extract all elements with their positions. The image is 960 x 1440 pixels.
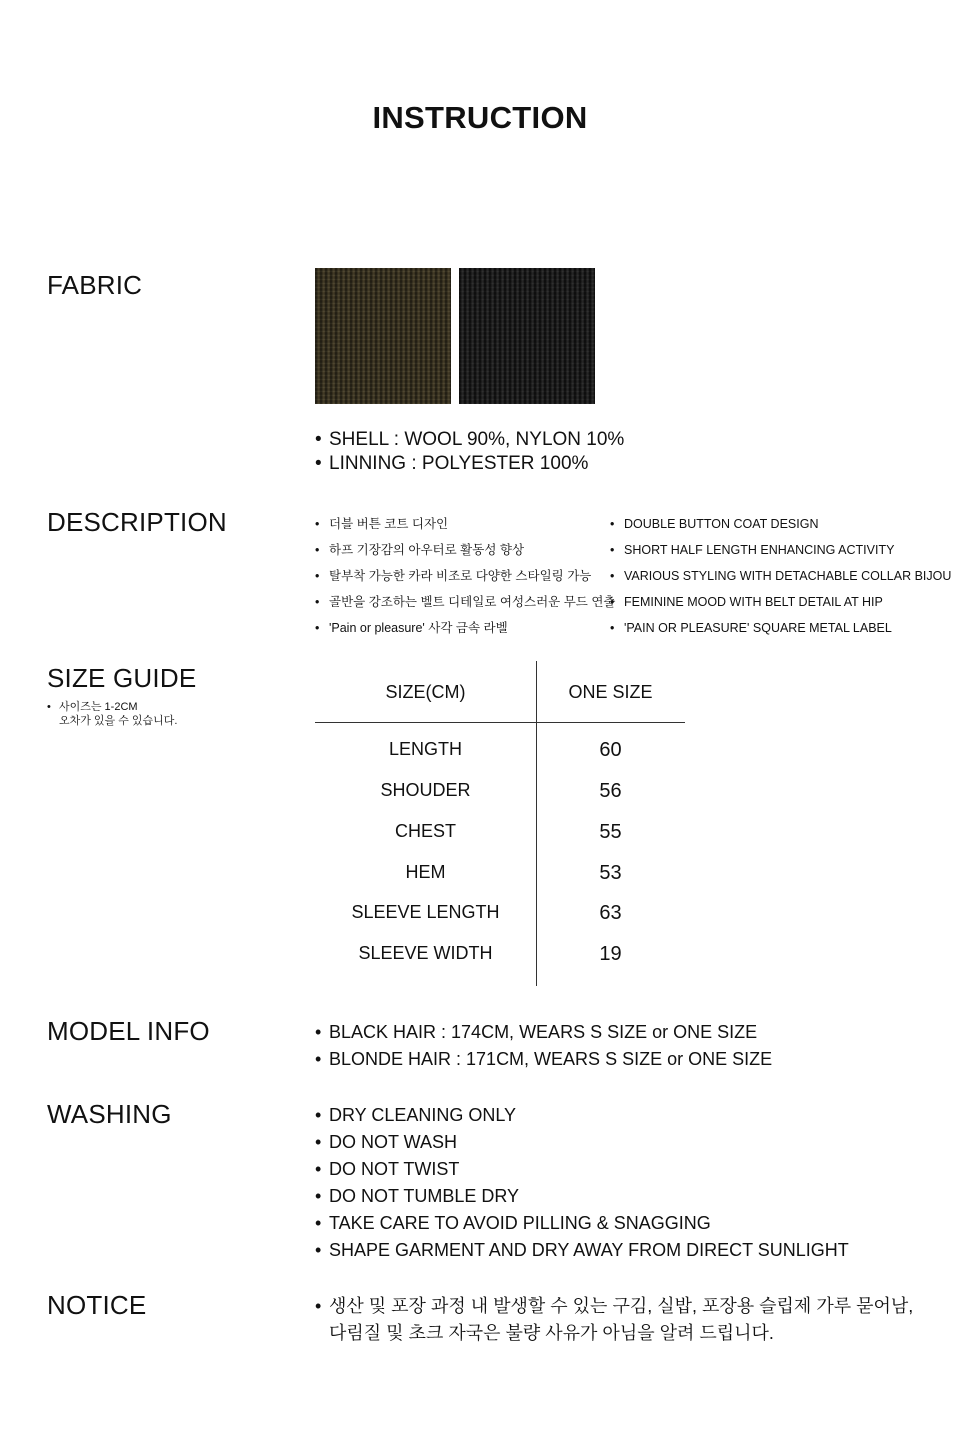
page-title: INSTRUCTION xyxy=(372,100,588,135)
table-header-label: SIZE(CM) xyxy=(385,682,466,702)
row-value: 55 xyxy=(599,821,622,843)
fabric-swatch-brown xyxy=(315,268,451,404)
fabric-composition-list xyxy=(315,428,624,476)
bullet-icon: • xyxy=(315,1296,322,1316)
model-info-list xyxy=(315,1019,772,1073)
description-item-en: • 'PAIN OR PLEASURE' SQUARE METAL LABEL xyxy=(610,615,951,641)
washing-list xyxy=(315,1102,849,1264)
section-label-size-guide: SIZE GUIDE xyxy=(47,663,197,693)
description-item-ko: • 'Pain or pleasure' 사각 금속 라벨 xyxy=(315,615,616,641)
row-value: 56 xyxy=(599,780,622,802)
row-value: 19 xyxy=(599,943,622,965)
washing-item: • SHAPE GARMENT AND DRY AWAY FROM DIRECT SUNLIGHT xyxy=(315,1237,849,1264)
section-label-washing: WASHING xyxy=(47,1099,172,1129)
description-item-en: • VARIOUS STYLING WITH DETACHABLE COLLAR BIJOU xyxy=(610,563,951,589)
model-info-item: • BLACK HAIR : 174CM, WEARS S SIZE or ONE SIZE xyxy=(315,1019,772,1046)
row-label: SHOUDER xyxy=(380,780,471,800)
row-label: SLEEVE LENGTH xyxy=(351,902,500,922)
table-row xyxy=(315,821,685,861)
washing-item: • DO NOT TWIST xyxy=(315,1156,849,1183)
section-label-fabric: FABRIC xyxy=(47,270,143,300)
washing-item: • TAKE CARE TO AVOID PILLING & SNAGGING xyxy=(315,1210,849,1237)
table-divider-horizontal xyxy=(315,722,685,723)
notice-text xyxy=(315,1293,913,1347)
row-value: 53 xyxy=(599,862,622,884)
notice-line: 다림질 및 초크 자국은 불량 사유가 아님을 알려 드립니다. xyxy=(329,1323,774,1343)
fabric-swatch-black xyxy=(459,268,595,404)
row-value: 60 xyxy=(599,739,622,761)
table-row xyxy=(315,862,685,902)
fabric-composition-item: • LINNING : POLYESTER 100% xyxy=(315,452,624,476)
description-list-korean xyxy=(315,511,616,641)
row-value: 63 xyxy=(599,902,622,924)
row-label: HEM xyxy=(405,862,446,882)
size-note-line: 오차가 있을 수 있습니다. xyxy=(59,715,178,727)
description-item-en: • FEMININE MOOD WITH BELT DETAIL AT HIP xyxy=(610,589,951,615)
size-table xyxy=(315,661,685,986)
size-note-line: 사이즈는 1-2CM xyxy=(59,701,138,713)
model-info-item: • BLONDE HAIR : 171CM, WEARS S SIZE or ONE SIZE xyxy=(315,1046,772,1073)
section-label-model-info: MODEL INFO xyxy=(47,1016,210,1046)
table-row xyxy=(315,943,685,983)
description-item-ko: • 탈부착 가능한 카라 비조로 다양한 스타일링 가능 xyxy=(315,563,616,589)
notice-line: 생산 및 포장 과정 내 발생할 수 있는 구김, 실밥, 포장용 슬립제 가루 묻어남, xyxy=(329,1296,914,1316)
table-row xyxy=(315,902,685,942)
row-label: SLEEVE WIDTH xyxy=(358,943,493,963)
fabric-composition-item: • SHELL : WOOL 90%, NYLON 10% xyxy=(315,428,624,452)
washing-item: • DO NOT TUMBLE DRY xyxy=(315,1183,849,1210)
bullet-icon: • xyxy=(47,701,51,713)
description-item-en: • DOUBLE BUTTON COAT DESIGN xyxy=(610,511,951,537)
table-header-size: ONE SIZE xyxy=(568,682,653,702)
description-item-ko: • 하프 기장감의 아우터로 활동성 향상 xyxy=(315,537,616,563)
section-label-description: DESCRIPTION xyxy=(47,507,227,537)
description-item-ko: • 더블 버튼 코트 디자인 xyxy=(315,511,616,537)
description-item-en: • SHORT HALF LENGTH ENHANCING ACTIVITY xyxy=(610,537,951,563)
washing-item: • DRY CLEANING ONLY xyxy=(315,1102,849,1129)
description-list-english xyxy=(610,511,951,641)
row-label: LENGTH xyxy=(388,739,462,759)
table-row xyxy=(315,739,685,779)
washing-item: • DO NOT WASH xyxy=(315,1129,849,1156)
table-row xyxy=(315,780,685,820)
row-label: CHEST xyxy=(394,821,456,841)
size-guide-note xyxy=(47,700,177,728)
description-item-ko: • 골반을 강조하는 벨트 디테일로 여성스러운 무드 연출 xyxy=(315,589,616,615)
section-label-notice: NOTICE xyxy=(47,1290,147,1320)
